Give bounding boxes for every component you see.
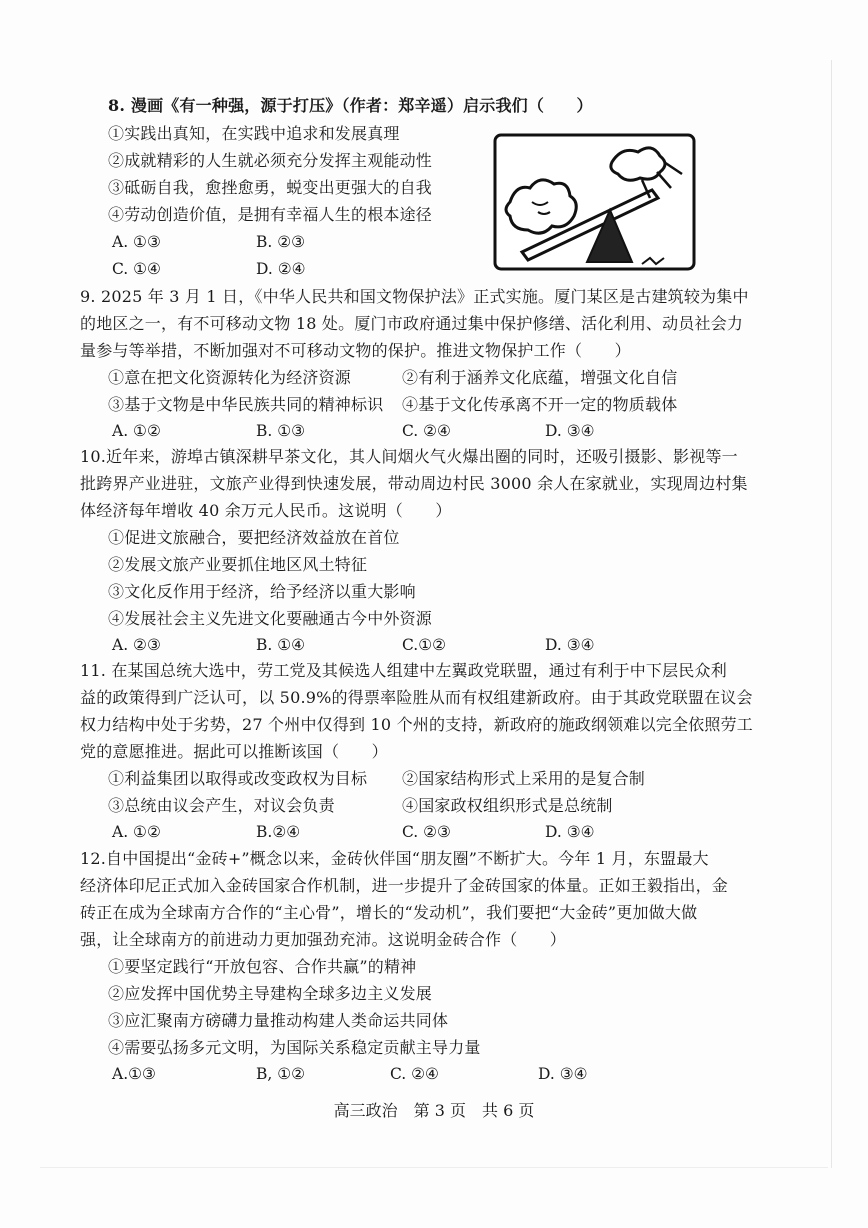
q11-stem-line-4: 党的意愿推进。据此可以推断该国（ ） [80, 742, 388, 761]
q9-item-1: ①意在把文化资源转化为经济资源 [108, 368, 352, 387]
q8-stem: 8. 漫画《有一种强，源于打压》（作者：郑辛遥）启示我们（ ） [108, 96, 593, 115]
q10-item-3: ③文化反作用于经济，给予经济以重大影响 [108, 582, 416, 601]
q10-item-4: ④发展社会主义先进文化要融通古今中外资源 [108, 609, 433, 628]
q12-choice-d: D. ③④ [538, 1065, 588, 1083]
q10-item-1: ①促进文旅融合，要把经济效益放在首位 [108, 528, 400, 547]
q10-stem-line-2: 批跨界产业进驻，文旅产业得到快速发展，带动周边村民 3000 余人在家就业，实现周边村集 [80, 474, 748, 493]
q11-stem-line-1: 11. 在某国总统大选中，劳工党及其候选人组建中左翼政党联盟，通过有利于中下层民众利 [80, 661, 727, 680]
q12-item-1: ①要坚定践行“开放包容、合作共赢”的精神 [108, 957, 417, 976]
q8-item-2: ②成就精彩的人生就必须充分发挥主观能动性 [108, 151, 433, 170]
page-footer: 高三政治 第 3 页 共 6 页 [333, 1101, 535, 1120]
q10-item-2: ②发展文旅产业要抓住地区风土特征 [108, 555, 368, 574]
q8-choice-a: A. ①③ [112, 233, 161, 251]
q9-item-4: ④基于文化传承离不开一定的物质载体 [402, 395, 678, 414]
q12-stem-line-2: 经济体印尼正式加入金砖国家合作机制，进一步提升了金砖国家的体量。正如王毅指出，金 [80, 876, 729, 895]
q8-item-3: ③砥砺自我，愈挫愈勇，蜕变出更强大的自我 [108, 178, 433, 197]
q11-stem-line-2: 益的政策得到广泛认可，以 50.9%的得票率险胜从而有权组建新政府。由于其政党联盟在议会 [80, 688, 753, 707]
q10-choice-d: D. ③④ [545, 636, 595, 654]
q9-item-3: ③基于文物是中华民族共同的精神标识 [108, 395, 384, 414]
q12-stem-line-3: 砖正在成为全球南方合作的“主心骨”，增长的“发动机”，我们要把“大金砖”更加做大做 [80, 903, 698, 922]
q11-item-1: ①利益集团以取得或改变政权为目标 [108, 769, 368, 788]
q10-stem-line-3: 体经济每年增收 40 余万元人民币。这说明（ ） [80, 501, 452, 520]
q12-stem-line-4: 强，让全球南方的前进动力更加强劲充沛。这说明金砖合作（ ） [80, 930, 567, 949]
q12-item-4: ④需要弘扬多元文明，为国际关系稳定贡献主导力量 [108, 1038, 481, 1057]
q12-stem-line-1: 12.自中国提出“金砖+”概念以来，金砖伙伴国“朋友圈”不断扩大。今年 1 月，东盟最大 [80, 849, 709, 868]
q8-item-1: ①实践出真知，在实践中追求和发展真理 [108, 124, 400, 143]
q11-choice-c: C. ②③ [402, 823, 451, 841]
scan-edge-right [831, 60, 832, 1168]
q8-choice-b: B. ②③ [256, 233, 306, 251]
q8-choice-c: C. ①④ [112, 260, 161, 278]
q9-stem-line-2: 的地区之一，有不可移动文物 18 处。厦门市政府通过集中保护修缮、活化利用、动员社会力 [80, 314, 744, 333]
q9-choice-a: A. ①② [112, 422, 161, 440]
q9-choice-d: D. ③④ [545, 422, 595, 440]
q11-choice-a: A. ①② [112, 823, 161, 841]
scan-edge-bottom [40, 1167, 828, 1168]
q10-stem-line-1: 10.近年来，游埠古镇深耕早茶文化，其人间烟火气火爆出圈的同时，还吸引摄影、影视等一 [80, 447, 738, 466]
q9-stem-line-3: 量参与等举措，不断加强对不可移动文物的保护。推进文物保护工作（ ） [80, 341, 631, 360]
q10-choice-b: B. ①④ [256, 636, 306, 654]
q8-choice-d: D. ②④ [256, 260, 306, 278]
q11-item-3: ③总统由议会产生，对议会负责 [108, 796, 335, 815]
q8-item-4: ④劳动创造价值，是拥有幸福人生的根本途径 [108, 205, 433, 224]
q10-choice-a: A. ②③ [112, 636, 161, 654]
q11-item-2: ②国家结构形式上采用的是复合制 [402, 769, 646, 788]
q12-item-3: ③应汇聚南方磅礴力量推动构建人类命运共同体 [108, 1011, 449, 1030]
q11-choice-b: B.②④ [256, 823, 301, 841]
q12-choice-a: A.①③ [112, 1065, 156, 1083]
q9-item-2: ②有利于涵养文化底蕴，增强文化自信 [402, 368, 678, 387]
q11-stem-line-3: 权力结构中处于劣势，27 个州中仅得到 10 个州的支持，新政府的施政纲领难以完全依照劳工 [80, 715, 753, 734]
cartoon-image [492, 132, 697, 272]
q11-choice-d: D. ③④ [545, 823, 595, 841]
q11-item-4: ④国家政权组织形式是总统制 [402, 796, 613, 815]
q12-item-2: ②应发挥中国优势主导建构全球多边主义发展 [108, 984, 433, 1003]
q9-choice-b: B. ①③ [256, 422, 306, 440]
q12-choice-b: B, ①② [256, 1065, 306, 1083]
q12-choice-c: C. ②④ [390, 1065, 439, 1083]
q9-choice-c: C. ②④ [402, 422, 451, 440]
q9-stem-line-1: 9. 2025 年 3 月 1 日，《中华人民共和国文物保护法》正式实施。厦门某区是古建筑较为集中 [80, 287, 749, 306]
q10-choice-c: C.①② [402, 636, 447, 654]
